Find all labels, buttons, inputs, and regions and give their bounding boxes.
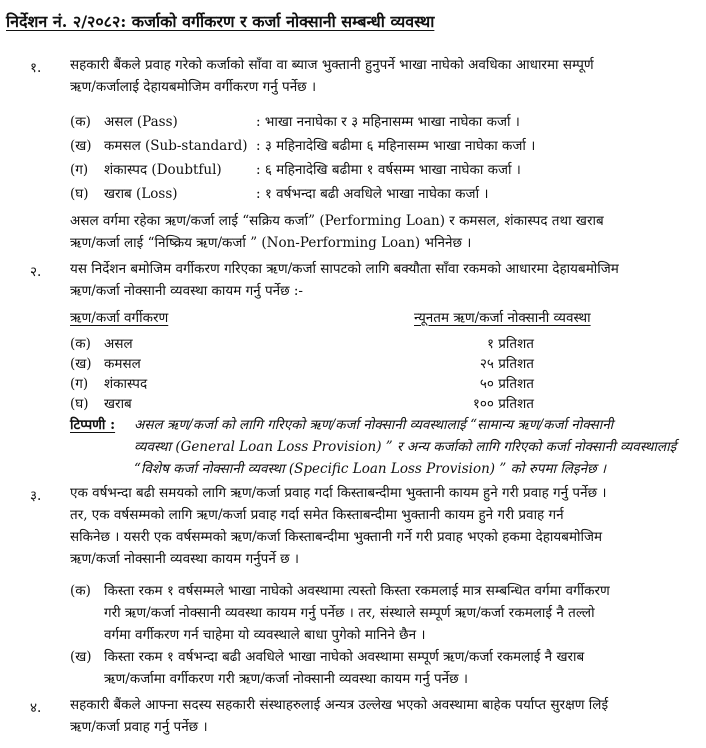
- classification-key: (क): [70, 114, 91, 130]
- sub-item-line: किस्ता रकम १ वर्षभन्दा बढी अवधिले भाखा नाघेको अवस्थामा सम्पूर्ण ऋण/कर्जा रकमलाई नै खराब: [104, 649, 585, 665]
- classification-desc: : ६ महिनादेखि बढीमा १ वर्षसम्म भाखा नाघेका कर्जा ।: [256, 162, 521, 178]
- classification-name: असल (Pass): [104, 114, 178, 130]
- classification-name: कमसल (Sub-standard): [104, 138, 248, 154]
- sub-item-line: किस्ता रकम १ वर्षसम्मले भाखा नाघेको अवस्थामा त्यस्तो किस्ता रकमलाई मात्र सम्बन्धित वर्गमा वर्गीकरण: [104, 583, 610, 599]
- page-title: निर्देशन नं. २/२०८२: कर्जाको वर्गीकरण र कर्जा नोक्सानी सम्बन्धी व्यवस्था: [6, 12, 435, 31]
- section-3-intro-line-2: तर, एक वर्षसम्मको लागि ऋण/कर्जा प्रवाह गर्दा समेत किस्ताबन्दीमा भुक्तानी कायम हुने गरी प्रवाह गर्न: [70, 507, 564, 523]
- section-1-number: १.: [30, 60, 42, 76]
- section-3-intro-line-4: ऋण/कर्जा नोक्सानी व्यवस्था कायम गर्नुपर्ने छ ।: [70, 551, 299, 567]
- sub-item-key: (क): [70, 583, 91, 599]
- note-label: टिप्पणी :: [70, 417, 116, 433]
- provision-table-col-classification: ऋण/कर्जा वर्गीकरण: [70, 310, 169, 326]
- section-4-line-1: सहकारी बैंकले आफ्ना सदस्य सहकारी संस्थाहरुलाई अन्यत्र उल्लेख भएको अवस्थामा बाहेक पर्याप्त सुरक्षण लिई: [70, 697, 609, 713]
- section-4-number: ४.: [30, 700, 42, 716]
- sub-item-key: (ख): [70, 649, 92, 665]
- section-2-intro-line-1: यस निर्देशन बमोजिम वर्गीकरण गरिएका ऋण/कर्जा सापटको लागि बक्यौता साँवा रकमको आधारमा देहायबमोजिम: [70, 261, 619, 277]
- classification-key: (घ): [70, 186, 89, 202]
- sub-item-line: गरी ऋण/कर्जा नोक्सानी व्यवस्था कायम गर्नु पर्नेछ । तर, संस्थाले सम्पूर्ण ऋण/कर्जा रकमलाई नै तल्लो: [104, 605, 595, 621]
- classification-name: खराब (Loss): [104, 186, 178, 202]
- provision-row-name: कमसल: [104, 356, 141, 372]
- provision-row-key: (क): [70, 336, 91, 352]
- provision-row-value: २५ प्रतिशत: [479, 356, 534, 372]
- section-3-number: ३.: [30, 488, 42, 504]
- provision-table-col-provision: न्यूनतम ऋण/कर्जा नोक्सानी व्यवस्था: [414, 310, 591, 326]
- classification-desc: : १ वर्षभन्दा बढी अवधिले भाखा नाघेका कर्जा ।: [256, 186, 489, 202]
- section-2-number: २.: [30, 264, 42, 280]
- provision-row-value: ५० प्रतिशत: [479, 376, 534, 392]
- section-4-line-2: ऋण/कर्जा प्रवाह गर्नु पर्नेछ ।: [70, 719, 208, 735]
- provision-row-name: शंकास्पद: [104, 376, 148, 392]
- provision-row-key: (ग): [70, 376, 89, 392]
- sub-item-line: ऋण/कर्जामा वर्गीकरण गरी ऋण/कर्जा नोक्सानी व्यवस्था कायम गर्नु पर्नेछ ।: [104, 671, 469, 687]
- classification-desc: : ३ महिनादेखि बढीमा ६ महिनासम्म भाखा नाघेका कर्जा ।: [256, 138, 536, 154]
- provision-row-key: (घ): [70, 396, 89, 412]
- provision-row-key: (ख): [70, 356, 92, 372]
- section-3-intro-line-1: एक वर्षभन्दा बढी समयको लागि ऋण/कर्जा प्रवाह गर्दा किस्ताबन्दीमा भुक्तानी कायम हुने गरी प्रवाह गर्नु पर्नेछ ।: [70, 485, 607, 501]
- section-1-intro-line-1: सहकारी बैंकले प्रवाह गरेको कर्जाको साँवा वा ब्याज भुक्तानी हुनुपर्ने भाखा नाघेको अवधिका आधारमा सम्पूर्ण: [70, 57, 594, 73]
- provision-row-value: १०० प्रतिशत: [472, 396, 534, 412]
- section-1-closing-line-2: ऋण/कर्जा लाई “निष्क्रिय ऋण/कर्जा ” (Non-Performing Loan) भनिनेछ ।: [70, 235, 472, 251]
- classification-name: शंकास्पद (Doubtful): [104, 162, 222, 178]
- note-line-1: असल ऋण/कर्जा को लागि गरिएको ऋण/कर्जा नोक्सानी व्यवस्थालाई “सामान्य ऋण/कर्जा नोक्सानी: [134, 417, 614, 433]
- section-1-intro-line-2: ऋण/कर्जालाई देहायबमोजिम वर्गीकरण गर्नु पर्नेछ ।: [70, 79, 317, 95]
- classification-key: (ख): [70, 138, 92, 154]
- provision-row-value: १ प्रतिशत: [486, 336, 534, 352]
- classification-desc: : भाखा ननाघेका र ३ महिनासम्म भाखा नाघेका कर्जा ।: [256, 114, 520, 130]
- section-1-closing-line-1: असल वर्गमा रहेका ऋण/कर्जा लाई “सक्रिय कर्जा” (Performing Loan) र कमसल, शंकास्पद तथा खराब: [70, 213, 604, 229]
- section-3-intro-line-3: सकिनेछ । यसरी एक वर्षसम्मको ऋण/कर्जा किस्ताबन्दीमा भुक्तानी गर्ने गरी प्रवाह भएको हकमा देहायबमोजिम: [70, 529, 603, 545]
- sub-item-line: वर्गमा वर्गीकरण गर्न चाहेमा यो व्यवस्थाले बाधा पुगेको मानिने छैन ।: [104, 627, 426, 643]
- provision-row-name: असल: [104, 336, 133, 352]
- provision-row-name: खराब: [104, 396, 132, 412]
- note-line-3: “विशेष कर्जा नोक्सानी व्यवस्था (Specific Loan Loss Provision) ” को रुपमा लिइनेछ ।: [134, 461, 606, 477]
- note-line-2: व्यवस्था (General Loan Loss Provision) ” र अन्य कर्जाको लागि गरिएको कर्जा नोक्सानी व्यवस्थालाई: [134, 439, 677, 455]
- classification-key: (ग): [70, 162, 89, 178]
- section-2-intro-line-2: ऋण/कर्जा नोक्सानी व्यवस्था कायम गर्नु पर्नेछ :-: [70, 283, 303, 299]
